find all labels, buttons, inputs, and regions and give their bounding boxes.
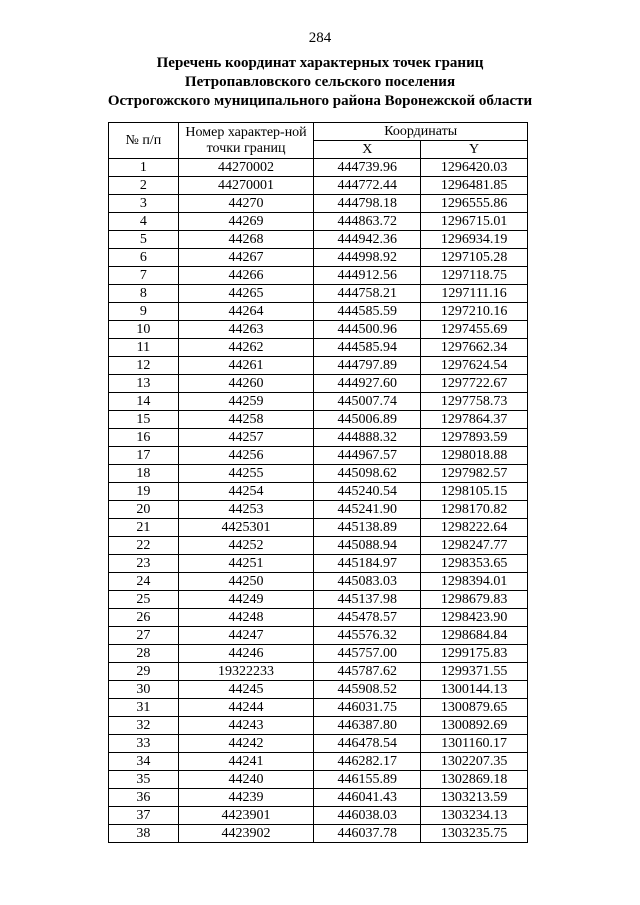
- cell-point-number: 44246: [178, 645, 314, 663]
- table-row: [109, 393, 528, 411]
- page-number: 284: [308, 30, 332, 46]
- cell-y: 1297662.34: [421, 339, 528, 357]
- cell-y: 1297893.59: [421, 429, 528, 447]
- header-y: Y: [421, 141, 528, 159]
- cell-y: 1300892.69: [421, 717, 528, 735]
- cell-y: 1296555.86: [421, 195, 528, 213]
- cell-point-number: 44263: [178, 321, 314, 339]
- table-row: [109, 573, 528, 591]
- cell-point-number: 44269: [178, 213, 314, 231]
- cell-number: 3: [109, 195, 179, 213]
- cell-point-number: 44264: [178, 303, 314, 321]
- cell-y: 1302207.35: [421, 753, 528, 771]
- table-row: [109, 519, 528, 537]
- cell-number: 18: [109, 465, 179, 483]
- cell-y: 1298679.83: [421, 591, 528, 609]
- table-row: [109, 159, 528, 177]
- cell-number: 4: [109, 213, 179, 231]
- table-row: [109, 285, 528, 303]
- cell-y: 1297982.57: [421, 465, 528, 483]
- cell-x: 444998.92: [314, 249, 421, 267]
- cell-y: 1302869.18: [421, 771, 528, 789]
- cell-y: 1303213.59: [421, 789, 528, 807]
- cell-x: 444942.36: [314, 231, 421, 249]
- cell-y: 1297758.73: [421, 393, 528, 411]
- cell-x: 445098.62: [314, 465, 421, 483]
- cell-x: 444772.44: [314, 177, 421, 195]
- table-row: [109, 807, 528, 825]
- table-row: [109, 789, 528, 807]
- cell-point-number: 44258: [178, 411, 314, 429]
- cell-y: 1296934.19: [421, 231, 528, 249]
- cell-x: 444967.57: [314, 447, 421, 465]
- cell-y: 1299371.55: [421, 663, 528, 681]
- cell-x: 444758.21: [314, 285, 421, 303]
- cell-number: 25: [109, 591, 179, 609]
- cell-number: 7: [109, 267, 179, 285]
- cell-number: 15: [109, 411, 179, 429]
- cell-x: 446037.78: [314, 825, 421, 843]
- cell-y: 1298684.84: [421, 627, 528, 645]
- table-row: [109, 645, 528, 663]
- table-body: [109, 159, 528, 843]
- cell-x: 445138.89: [314, 519, 421, 537]
- cell-x: 446282.17: [314, 753, 421, 771]
- cell-number: 27: [109, 627, 179, 645]
- cell-number: 26: [109, 609, 179, 627]
- table-row: [109, 267, 528, 285]
- cell-number: 32: [109, 717, 179, 735]
- cell-number: 17: [109, 447, 179, 465]
- table-row: [109, 321, 528, 339]
- cell-y: 1298247.77: [421, 537, 528, 555]
- cell-x: 444739.96: [314, 159, 421, 177]
- cell-number: 35: [109, 771, 179, 789]
- cell-x: 444585.94: [314, 339, 421, 357]
- table-row: [109, 177, 528, 195]
- cell-number: 1: [109, 159, 179, 177]
- cell-x: 445576.32: [314, 627, 421, 645]
- cell-point-number: 44247: [178, 627, 314, 645]
- cell-x: 445908.52: [314, 681, 421, 699]
- cell-y: 1296481.85: [421, 177, 528, 195]
- table-row: [109, 717, 528, 735]
- cell-y: 1303234.13: [421, 807, 528, 825]
- table-row: [109, 411, 528, 429]
- cell-x: 444500.96: [314, 321, 421, 339]
- cell-number: 5: [109, 231, 179, 249]
- cell-point-number: 44259: [178, 393, 314, 411]
- table-row: [109, 249, 528, 267]
- cell-number: 19: [109, 483, 179, 501]
- cell-x: 445083.03: [314, 573, 421, 591]
- table-row: [109, 375, 528, 393]
- cell-number: 9: [109, 303, 179, 321]
- table-row: [109, 357, 528, 375]
- cell-point-number: 44249: [178, 591, 314, 609]
- cell-number: 10: [109, 321, 179, 339]
- cell-point-number: 44267: [178, 249, 314, 267]
- cell-x: 444863.72: [314, 213, 421, 231]
- cell-point-number: 44265: [178, 285, 314, 303]
- table-row: [109, 699, 528, 717]
- cell-point-number: 44240: [178, 771, 314, 789]
- cell-number: 20: [109, 501, 179, 519]
- cell-point-number: 4425301: [178, 519, 314, 537]
- cell-point-number: 44243: [178, 717, 314, 735]
- cell-point-number: 44268: [178, 231, 314, 249]
- cell-y: 1297864.37: [421, 411, 528, 429]
- table-row: [109, 483, 528, 501]
- cell-point-number: 44248: [178, 609, 314, 627]
- cell-x: 444798.18: [314, 195, 421, 213]
- cell-point-number: 44242: [178, 735, 314, 753]
- cell-x: 445088.94: [314, 537, 421, 555]
- cell-x: 446038.03: [314, 807, 421, 825]
- table-row: [109, 555, 528, 573]
- cell-number: 33: [109, 735, 179, 753]
- cell-number: 2: [109, 177, 179, 195]
- cell-number: 34: [109, 753, 179, 771]
- table-row: [109, 339, 528, 357]
- cell-number: 30: [109, 681, 179, 699]
- cell-y: 1298423.90: [421, 609, 528, 627]
- cell-x: 446031.75: [314, 699, 421, 717]
- cell-number: 13: [109, 375, 179, 393]
- cell-y: 1297105.28: [421, 249, 528, 267]
- header-point-number: Номер характер-ной точки границ: [178, 123, 314, 159]
- table-row: [109, 429, 528, 447]
- cell-point-number: 44254: [178, 483, 314, 501]
- table-row: [109, 231, 528, 249]
- cell-point-number: 44270002: [178, 159, 314, 177]
- cell-y: 1296420.03: [421, 159, 528, 177]
- table-row: [109, 195, 528, 213]
- cell-number: 6: [109, 249, 179, 267]
- cell-point-number: 44262: [178, 339, 314, 357]
- cell-point-number: 44256: [178, 447, 314, 465]
- cell-number: 14: [109, 393, 179, 411]
- cell-y: 1297111.16: [421, 285, 528, 303]
- cell-y: 1297722.67: [421, 375, 528, 393]
- cell-point-number: 44250: [178, 573, 314, 591]
- table-row: [109, 735, 528, 753]
- table-row: [109, 681, 528, 699]
- table-row: [109, 447, 528, 465]
- header-number: № п/п: [109, 123, 179, 159]
- cell-point-number: 44244: [178, 699, 314, 717]
- cell-point-number: 4423902: [178, 825, 314, 843]
- cell-y: 1298018.88: [421, 447, 528, 465]
- cell-number: 36: [109, 789, 179, 807]
- cell-y: 1298353.65: [421, 555, 528, 573]
- cell-x: 445006.89: [314, 411, 421, 429]
- cell-point-number: 44257: [178, 429, 314, 447]
- table-row: [109, 465, 528, 483]
- cell-y: 1298105.15: [421, 483, 528, 501]
- header-coordinates: Координаты: [314, 123, 528, 141]
- cell-point-number: 44270: [178, 195, 314, 213]
- cell-x: 445757.00: [314, 645, 421, 663]
- cell-x: 444797.89: [314, 357, 421, 375]
- cell-y: 1297624.54: [421, 357, 528, 375]
- document-title: [0, 54, 640, 111]
- cell-number: 28: [109, 645, 179, 663]
- cell-y: 1300879.65: [421, 699, 528, 717]
- cell-x: 445184.97: [314, 555, 421, 573]
- cell-number: 12: [109, 357, 179, 375]
- cell-point-number: 44245: [178, 681, 314, 699]
- cell-y: 1298170.82: [421, 501, 528, 519]
- cell-y: 1298394.01: [421, 573, 528, 591]
- cell-number: 38: [109, 825, 179, 843]
- table-row: [109, 303, 528, 321]
- cell-point-number: 44251: [178, 555, 314, 573]
- cell-x: 445007.74: [314, 393, 421, 411]
- coordinates-table: [108, 122, 528, 843]
- cell-point-number: 44261: [178, 357, 314, 375]
- cell-y: 1296715.01: [421, 213, 528, 231]
- cell-number: 24: [109, 573, 179, 591]
- cell-x: 446387.80: [314, 717, 421, 735]
- cell-x: 445241.90: [314, 501, 421, 519]
- cell-number: 16: [109, 429, 179, 447]
- cell-point-number: 44266: [178, 267, 314, 285]
- cell-x: 445478.57: [314, 609, 421, 627]
- header-x: X: [314, 141, 421, 159]
- cell-number: 22: [109, 537, 179, 555]
- cell-number: 37: [109, 807, 179, 825]
- table-row: [109, 501, 528, 519]
- cell-x: 444927.60: [314, 375, 421, 393]
- table-row: [109, 771, 528, 789]
- title-line-2: Петропавловского сельского поселения: [184, 74, 456, 90]
- title-line-3: Острогожского муниципального района Воронежской области: [107, 93, 533, 109]
- cell-point-number: 44253: [178, 501, 314, 519]
- cell-y: 1303235.75: [421, 825, 528, 843]
- cell-x: 445787.62: [314, 663, 421, 681]
- cell-point-number: 44239: [178, 789, 314, 807]
- cell-number: 31: [109, 699, 179, 717]
- cell-y: 1299175.83: [421, 645, 528, 663]
- cell-point-number: 44252: [178, 537, 314, 555]
- cell-number: 29: [109, 663, 179, 681]
- cell-x: 446478.54: [314, 735, 421, 753]
- cell-x: 444585.59: [314, 303, 421, 321]
- cell-x: 444912.56: [314, 267, 421, 285]
- table-row: [109, 627, 528, 645]
- cell-point-number: 44255: [178, 465, 314, 483]
- cell-x: 446155.89: [314, 771, 421, 789]
- table-row: [109, 753, 528, 771]
- table-row: [109, 537, 528, 555]
- cell-point-number: 19322233: [178, 663, 314, 681]
- cell-point-number: 44241: [178, 753, 314, 771]
- cell-y: 1300144.13: [421, 681, 528, 699]
- cell-number: 8: [109, 285, 179, 303]
- cell-x: 444888.32: [314, 429, 421, 447]
- cell-y: 1297455.69: [421, 321, 528, 339]
- title-line-1: Перечень координат характерных точек границ: [156, 55, 484, 71]
- cell-point-number: 44270001: [178, 177, 314, 195]
- table-row: [109, 663, 528, 681]
- cell-number: 21: [109, 519, 179, 537]
- cell-y: 1298222.64: [421, 519, 528, 537]
- cell-x: 445240.54: [314, 483, 421, 501]
- cell-point-number: 4423901: [178, 807, 314, 825]
- cell-y: 1297210.16: [421, 303, 528, 321]
- table-row: [109, 609, 528, 627]
- table-row: [109, 825, 528, 843]
- cell-y: 1301160.17: [421, 735, 528, 753]
- cell-point-number: 44260: [178, 375, 314, 393]
- cell-x: 445137.98: [314, 591, 421, 609]
- cell-x: 446041.43: [314, 789, 421, 807]
- cell-number: 23: [109, 555, 179, 573]
- cell-y: 1297118.75: [421, 267, 528, 285]
- table-row: [109, 213, 528, 231]
- cell-number: 11: [109, 339, 179, 357]
- table-row: [109, 591, 528, 609]
